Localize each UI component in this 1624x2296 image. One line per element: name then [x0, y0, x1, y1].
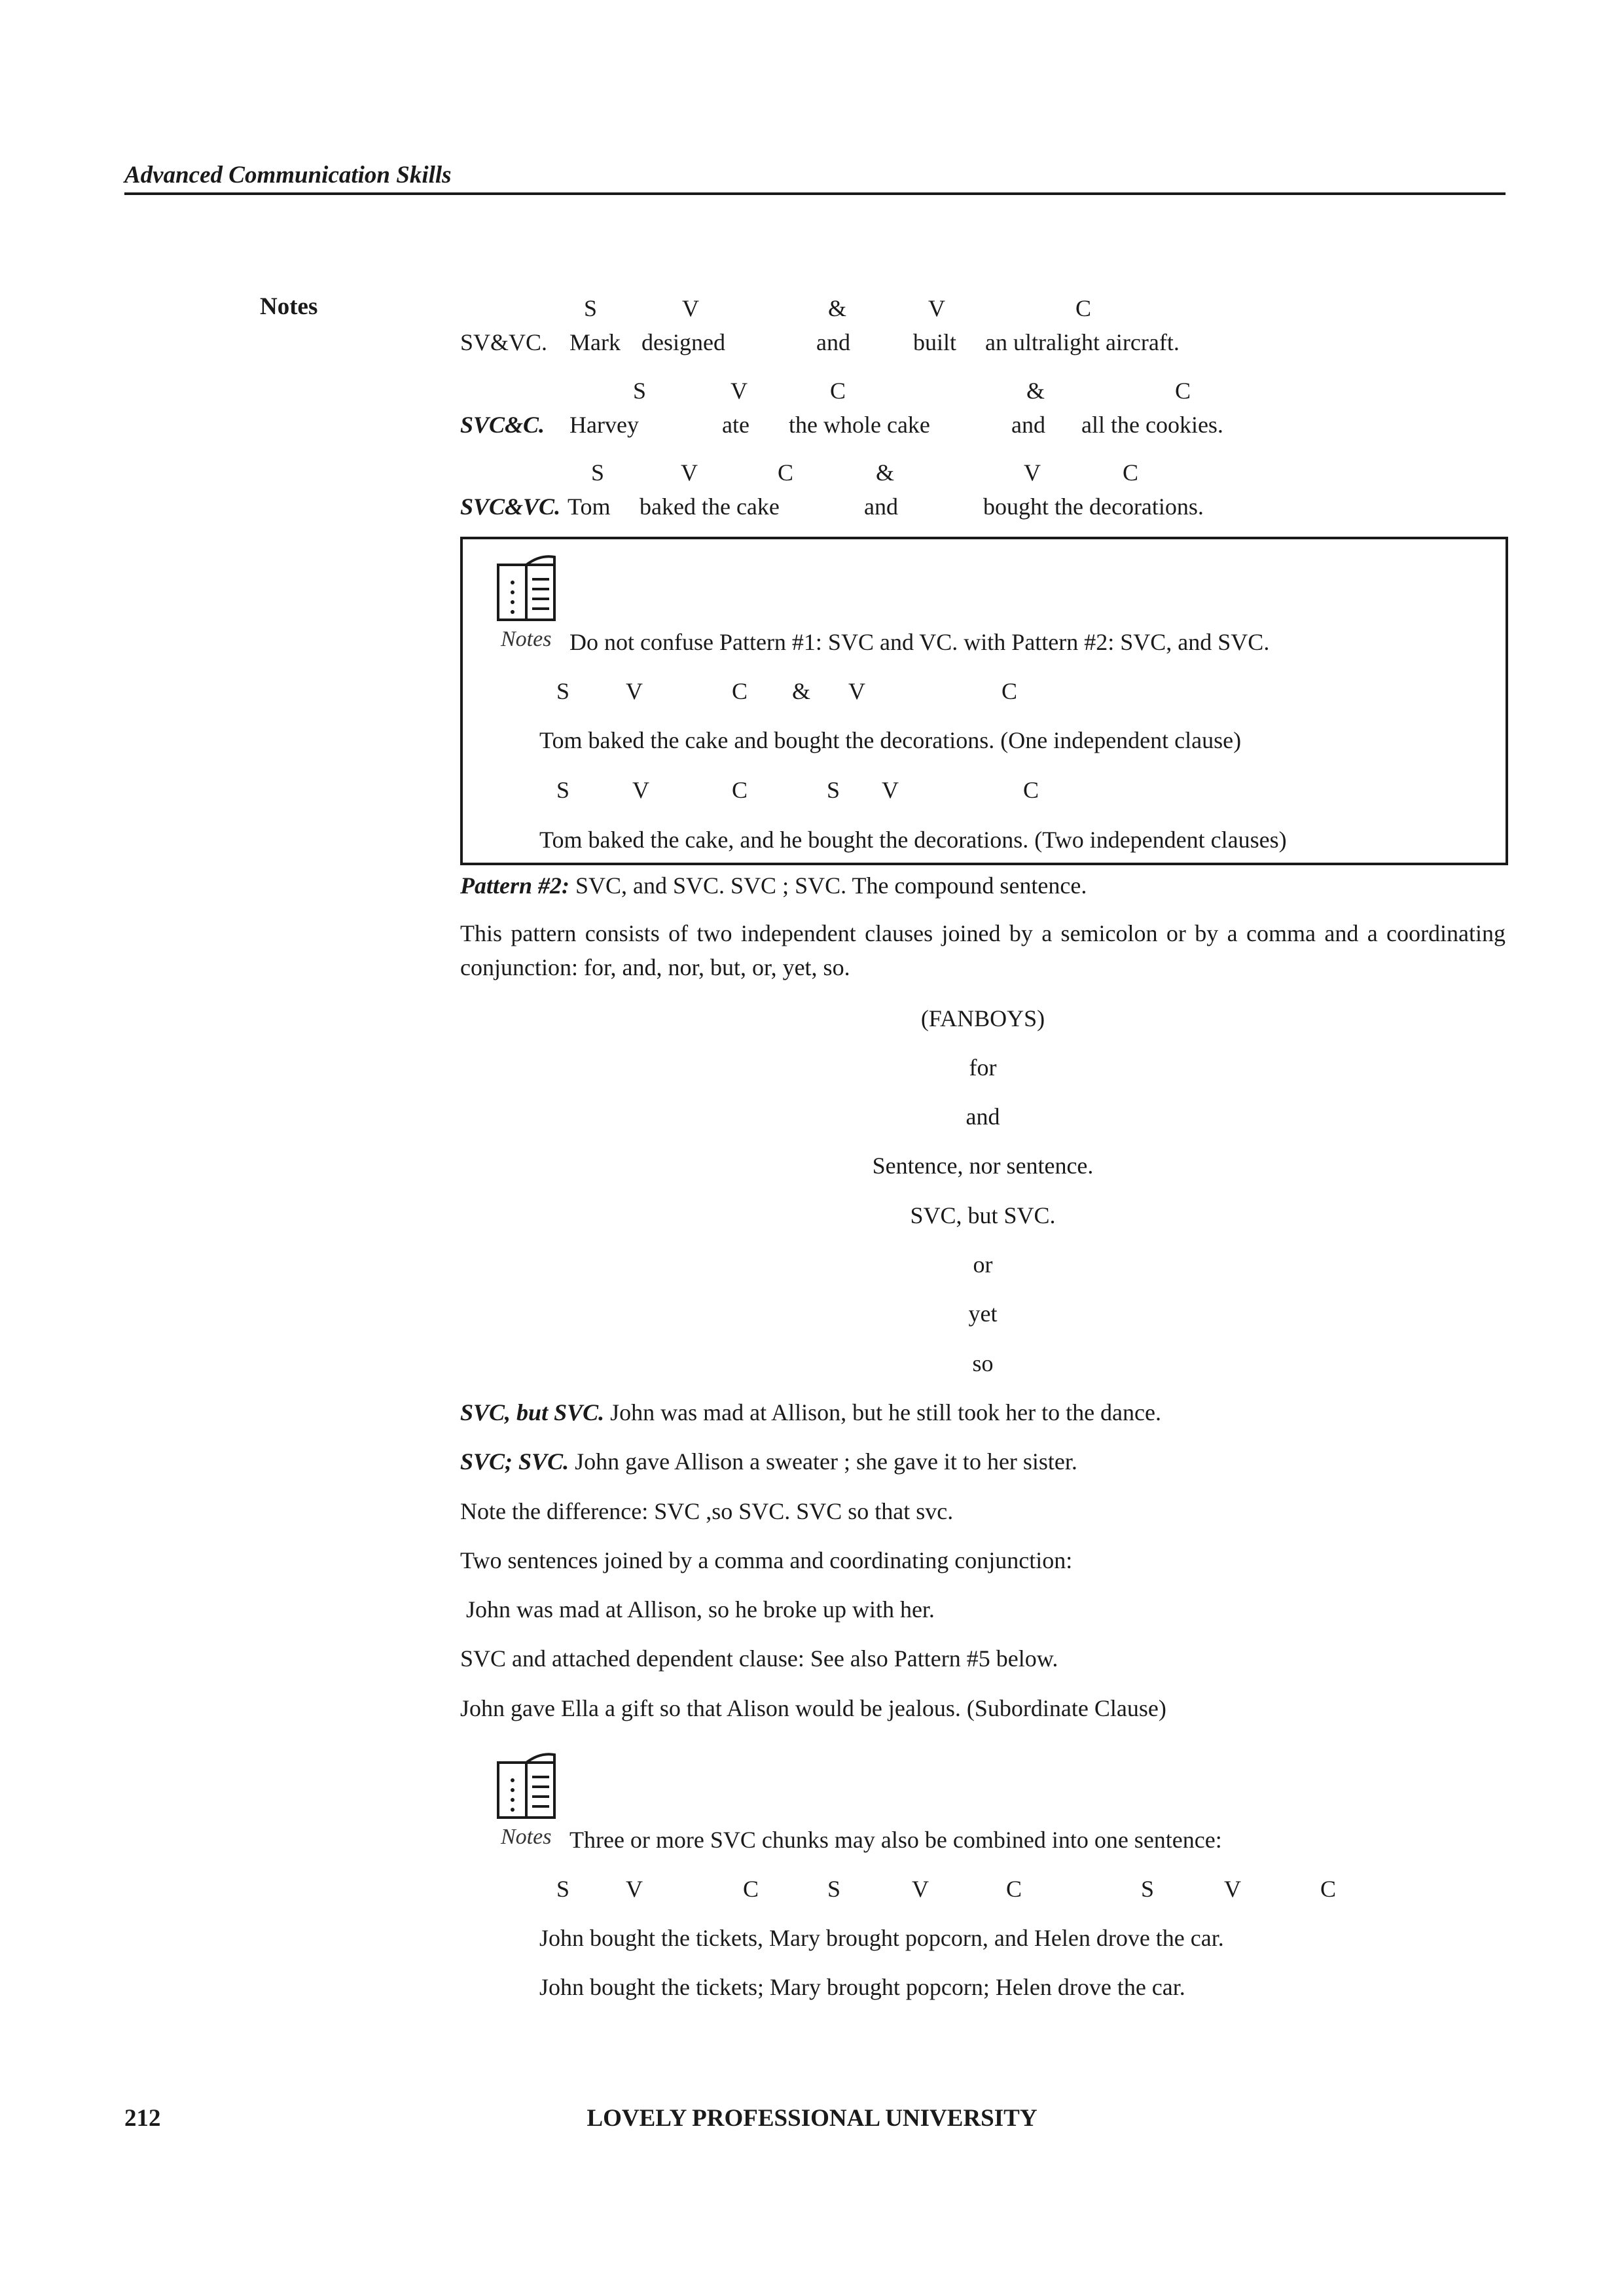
example [460, 1399, 1161, 1426]
fanboys-line: SVC, but SVC. [910, 1202, 1056, 1229]
mark-v: V [632, 777, 649, 803]
pattern2-text: SVC, and SVC. SVC ; SVC. The compound sentence. [569, 872, 1087, 899]
mark-s: S [633, 378, 647, 404]
note-box [460, 537, 1508, 865]
note-intro: Three or more SVC chunks may also be combined into one sentence: [569, 1827, 1222, 1853]
margin-notes-label: Notes [260, 293, 318, 320]
mark-c: C [1175, 378, 1191, 404]
mark-c: C [1075, 295, 1092, 321]
body-line: SVC and attached dependent clause: See also Pattern #5 below. [460, 1645, 1058, 1672]
note-intro: Do not confuse Pattern #1: SVC and VC. with Pattern #2: SVC, and SVC. [569, 629, 1270, 655]
pattern-label: SV&VC. [460, 329, 548, 355]
mark-v: V [1024, 459, 1041, 486]
example [460, 1448, 1077, 1475]
example-text: John was mad at Allison, but he still took her to the dance. [604, 1399, 1161, 1426]
word: all the cookies. [1081, 412, 1223, 438]
notes-book-icon [494, 1751, 560, 1821]
mark-c: C [732, 777, 748, 803]
example-text: John gave Allison a sweater ; she gave it to her sister. [569, 1448, 1077, 1475]
mark-s: S [556, 1876, 570, 1902]
mark-c: C [732, 678, 748, 704]
mark-v: V [731, 378, 748, 404]
mark-v: V [1224, 1876, 1241, 1902]
note-sentence: John bought the tickets, Mary brought popcorn, and Helen drove the car. [539, 1925, 1224, 1951]
mark-c: C [743, 1876, 759, 1902]
fanboys-line: and [965, 1103, 1000, 1130]
mark-v: V [928, 295, 945, 321]
mark-and: & [876, 459, 895, 486]
word: baked the cake [640, 493, 780, 520]
notes-icon-label: Notes [501, 1825, 552, 1849]
example-label: SVC, but SVC. [460, 1399, 605, 1426]
mark-c: C [1123, 459, 1139, 486]
pattern2-description: This pattern consists of two independent clauses joined by a semicolon or by a comma and a coordinating conjunction: for, and, nor, but, or, yet, so. [460, 920, 1506, 980]
fanboys-line: Sentence, nor sentence. [872, 1153, 1094, 1179]
mark-c: C [830, 378, 846, 404]
mark-c: C [1023, 777, 1039, 803]
mark-and: & [828, 295, 847, 321]
note-sentence: John bought the tickets; Mary brought popcorn; Helen drove the car. [539, 1974, 1185, 2000]
word: and [864, 493, 898, 520]
mark-v: V [882, 777, 899, 803]
mark-c: C [778, 459, 794, 486]
fanboys-line: so [972, 1350, 994, 1376]
mark-v: V [848, 678, 865, 704]
mark-c: C [1006, 1876, 1022, 1902]
word: and [1011, 412, 1045, 438]
mark-s: S [556, 777, 570, 803]
mark-s: S [1141, 1876, 1155, 1902]
fanboys-line: for [969, 1054, 997, 1081]
mark-s: S [584, 295, 598, 321]
body-line: John was mad at Allison, so he broke up with her. [460, 1596, 935, 1623]
word: ate [722, 412, 749, 438]
word: the whole cake [789, 412, 930, 438]
notes-book-icon [494, 553, 560, 624]
word: bought the decorations. [983, 493, 1204, 520]
word: an ultralight aircraft. [985, 329, 1180, 355]
pattern2-label: Pattern #2: [460, 872, 569, 899]
mark-s: S [827, 777, 840, 803]
pattern-label: SVC&C. [460, 412, 545, 438]
body-line: Two sentences joined by a comma and coordinating conjunction: [460, 1547, 1073, 1573]
page-number: 212 [124, 2105, 161, 2132]
mark-v: V [626, 678, 643, 704]
header-rule [124, 192, 1506, 195]
mark-c: C [1001, 678, 1018, 704]
pattern-label: SVC&VC. [460, 493, 561, 520]
word: Harvey [569, 412, 639, 438]
fanboys-line: or [973, 1251, 993, 1278]
mark-s: S [827, 1876, 841, 1902]
footer-university: LOVELY PROFESSIONAL UNIVERSITY [586, 2105, 1038, 2132]
fanboys-line: (FANBOYS) [920, 1005, 1045, 1031]
mark-and: & [1026, 378, 1045, 404]
word: built [913, 329, 957, 355]
mark-c: C [1320, 1876, 1337, 1902]
mark-s: S [591, 459, 605, 486]
example-label: SVC; SVC. [460, 1448, 569, 1475]
mark-v: V [682, 295, 699, 321]
note-sentence: Tom baked the cake and bought the decorations. (One independent clause) [539, 727, 1242, 753]
fanboys-line: yet [968, 1300, 998, 1327]
body-line: Note the difference: SVC ,so SVC. SVC so that svc. [460, 1498, 954, 1524]
running-header: Advanced Communication Skills [124, 162, 452, 188]
body-line: John gave Ella a gift so that Alison would be jealous. (Subordinate Clause) [460, 1695, 1166, 1721]
notes-icon-label: Notes [501, 627, 552, 651]
pattern2-heading [460, 872, 1087, 899]
mark-s: S [556, 678, 570, 704]
word: designed [641, 329, 725, 355]
word: and [816, 329, 850, 355]
mark-v: V [681, 459, 698, 486]
word: Mark [569, 329, 621, 355]
mark-v: V [626, 1876, 643, 1902]
mark-and: & [792, 678, 811, 704]
mark-v: V [912, 1876, 929, 1902]
word: Tom [568, 493, 611, 520]
note-sentence: Tom baked the cake, and he bought the decorations. (Two independent clauses) [539, 827, 1287, 853]
